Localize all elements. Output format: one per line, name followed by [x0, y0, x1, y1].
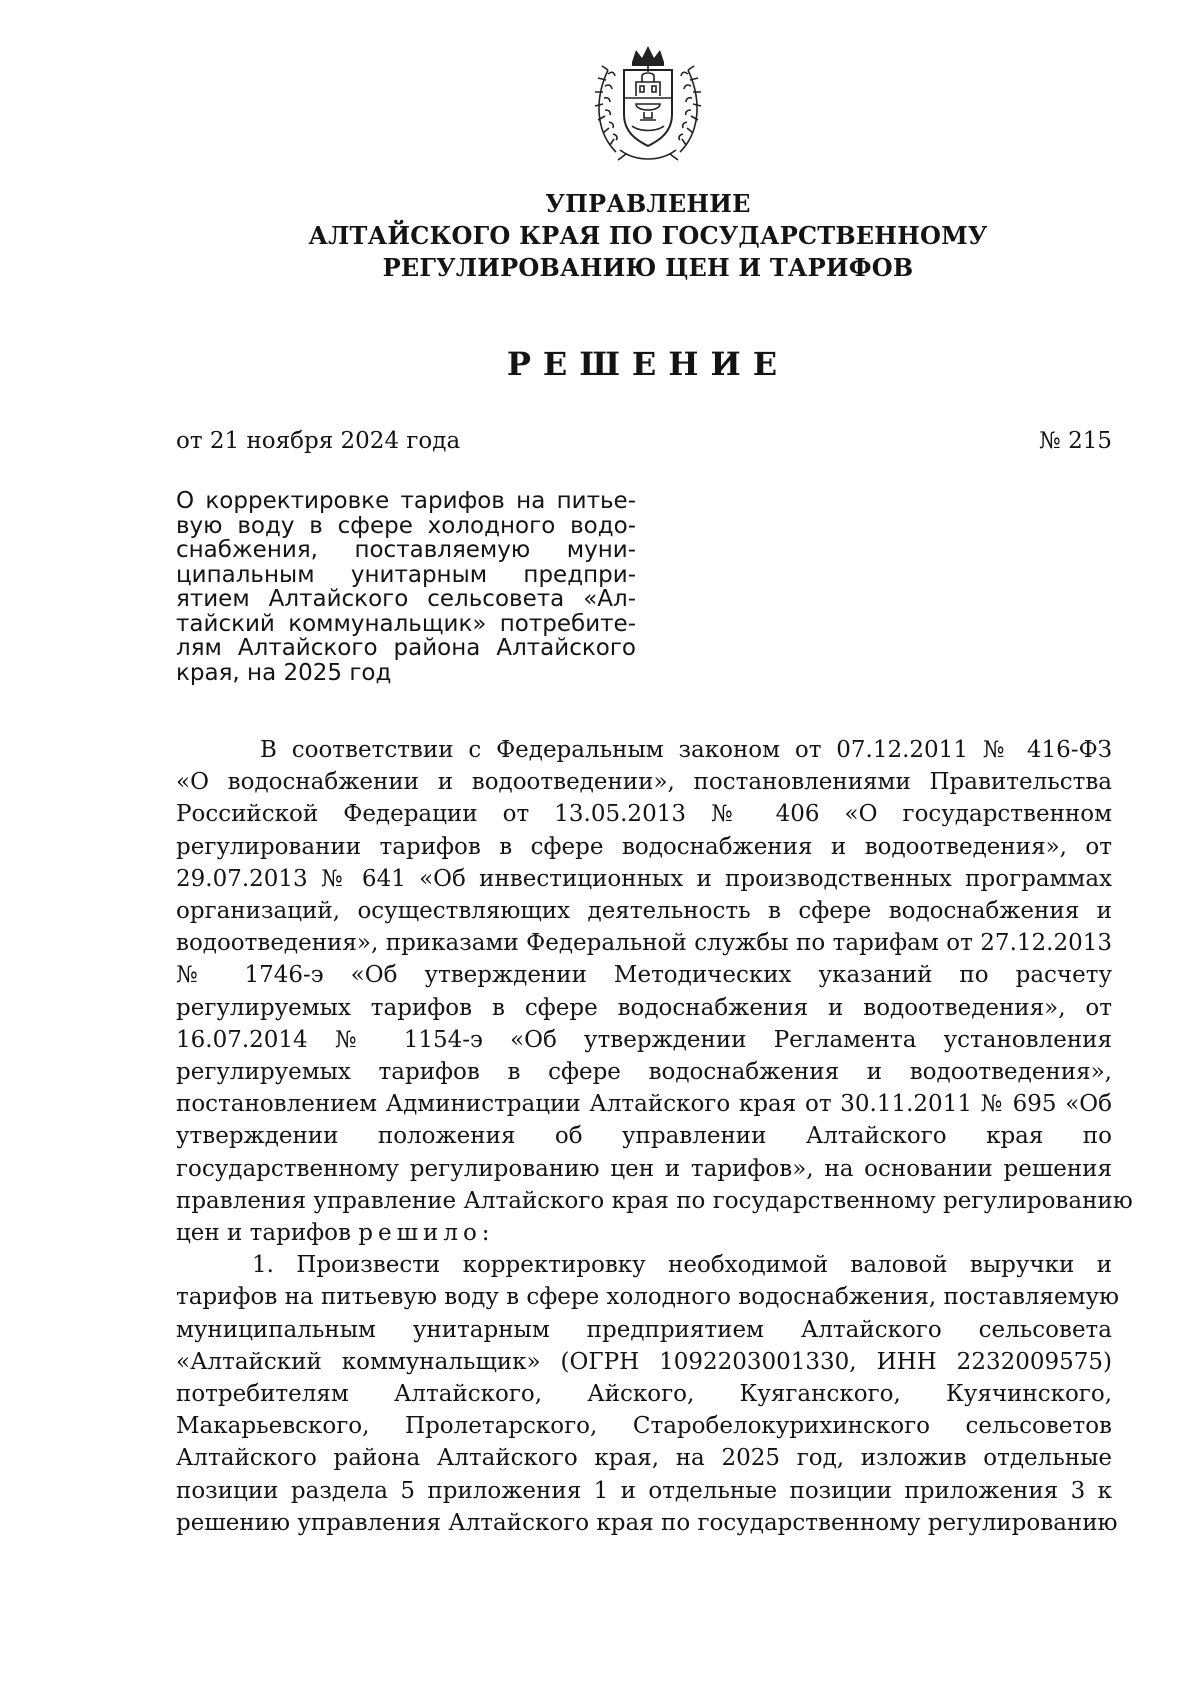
- preamble-line: «О водоснабжении и водоотведении», постановлениями Правительства: [176, 769, 1112, 796]
- subject-line: О корректировке тарифов на питье-: [176, 488, 636, 514]
- document-date: от 21 ноября 2024 года: [176, 428, 461, 454]
- preamble-line: регулировании тарифов в сфере водоснабжения и водоотведения», от: [176, 833, 1112, 860]
- decided-prefix: цен и тарифов: [176, 1220, 359, 1247]
- item1-line: 1. Произвести корректировку необходимой валовой выручки и: [252, 1252, 1112, 1279]
- item1-line: «Алтайский коммунальщик» (ОГРН 1092203001330, ИНН 2232009575): [176, 1348, 1112, 1375]
- preamble-line: водоотведения», приказами Федеральной службы по тарифам от 27.12.2013: [176, 930, 1112, 957]
- document-number: № 215: [1039, 428, 1112, 454]
- preamble-line: регулируемых тарифов в сфере водоснабжения и водоотведения»,: [176, 1059, 1112, 1086]
- subject-line: тайский коммунальщик» потребите-: [176, 610, 636, 637]
- item1-line: потребителям Алтайского, Айского, Куяганского, Куячинского,: [176, 1381, 1112, 1408]
- preamble-line: организаций, осуществляющих деятельность в сфере водоснабжения и: [176, 898, 1112, 925]
- item1-line: Макарьевского, Пролетарского, Старобелокурихинского сельсоветов: [176, 1413, 1112, 1440]
- decided-word: решило:: [358, 1220, 495, 1247]
- subject-line: снабжения, поставляемую муни-: [176, 537, 636, 563]
- item1-line: Алтайского района Алтайского края, на 2025 год, изложив отдельные: [176, 1445, 1112, 1472]
- document-body: [176, 734, 1133, 1539]
- subject-line: края, на 2025 год: [176, 659, 392, 686]
- preamble-line: № 1746-э «Об утверждении Методических указаний по расчету: [176, 962, 1112, 989]
- org-line: УПРАВЛЕНИЕ: [545, 189, 751, 218]
- subject-line: лям Алтайского района Алтайского: [176, 635, 636, 661]
- item1-line: тарифов на питьевую воду в сфере холодного водоснабжения, поставляемую: [176, 1284, 1120, 1311]
- subject-line: вую воду в сфере холодного водо-: [176, 512, 636, 539]
- preamble-line: 29.07.2013 № 641 «Об инвестиционных и производственных программах: [176, 865, 1112, 892]
- preamble-line: В соответствии с Федеральным законом от 07.12.2011 № 416-ФЗ: [260, 737, 1112, 763]
- document-title: РЕШЕНИЕ: [506, 345, 790, 383]
- organization-header: [200, 188, 1096, 284]
- decided-line: [176, 1217, 1112, 1249]
- document-subject: [176, 489, 636, 685]
- subject-line: ятием Алтайского сельсовета «Ал-: [176, 586, 636, 612]
- preamble-line: регулируемых тарифов в сфере водоснабжения и водоотведения», от: [176, 994, 1112, 1021]
- preamble-line: 16.07.2014 № 1154-э «Об утверждении Регламента установления: [176, 1026, 1112, 1053]
- item1-line: решению управления Алтайского края по государственному регулированию: [176, 1509, 1118, 1536]
- preamble-line: Российской Федерации от 13.05.2013 № 406 «О государственном: [176, 801, 1112, 828]
- preamble-line: постановлением Администрации Алтайского края от 30.11.2011 № 695 «Об: [176, 1091, 1112, 1118]
- org-line: РЕГУЛИРОВАНИЮ ЦЕН И ТАРИФОВ: [382, 253, 914, 282]
- subject-line: ципальным унитарным предпри-: [176, 561, 636, 588]
- preamble-line: правления управление Алтайского края по государственному регулированию: [176, 1187, 1133, 1214]
- coat-of-arms-emblem: [586, 40, 710, 168]
- org-line: АЛТАЙСКОГО КРАЯ ПО ГОСУДАРСТВЕННОМУ: [308, 221, 988, 250]
- item1-line: позиции раздела 5 приложения 1 и отдельные позиции приложения 3 к: [176, 1477, 1112, 1504]
- item1-line: муниципальным унитарным предприятием Алтайского сельсовета: [176, 1316, 1112, 1343]
- preamble-line: утверждении положения об управлении Алтайского края по: [176, 1123, 1112, 1150]
- preamble-line: государственному регулированию цен и тарифов», на основании решения: [176, 1155, 1112, 1182]
